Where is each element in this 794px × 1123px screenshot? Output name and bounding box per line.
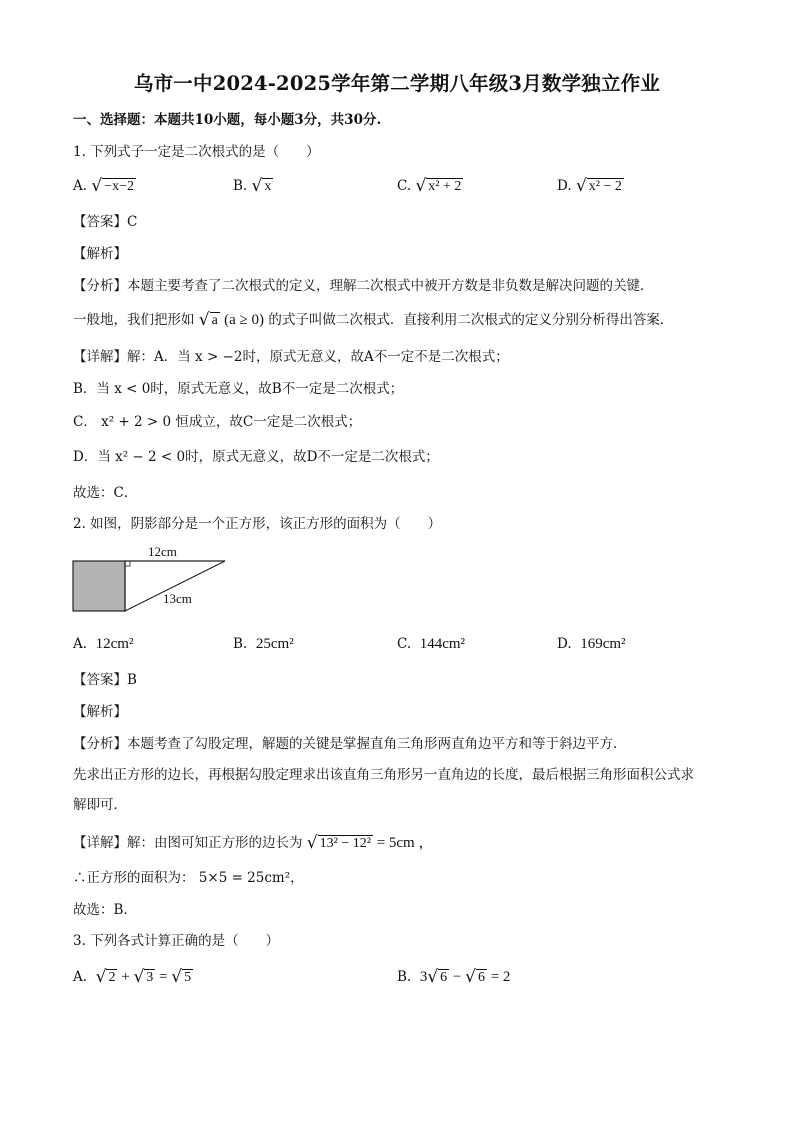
q1-detail-1: 【详解】解：A．当 x > −2时，原式无意义，故A不一定不是二次根式；	[73, 349, 509, 365]
q1-option-b-label: B.	[233, 178, 248, 194]
q1-option-c-expr: x² + 2	[428, 179, 462, 194]
q1-analysis-title: 【解析】	[73, 246, 127, 262]
figure-label-top: 12cm	[148, 544, 177, 559]
equals-sign: =	[155, 969, 172, 985]
q2-option-d-label: D.	[557, 636, 572, 652]
radicand: 3	[146, 970, 154, 985]
q2-option-c-value: 144cm²	[419, 636, 466, 652]
q1-option-c	[397, 176, 463, 196]
q2-option-b-label: B.	[233, 636, 248, 652]
q2-option-b-value: 25cm²	[255, 636, 294, 652]
q1-analysis-2-cond: (a ≥ 0)	[224, 312, 265, 328]
radical: √ 6	[427, 967, 448, 987]
q1-analysis-2-a: 一般地，我们把形如	[73, 312, 195, 328]
figure-label-hypotenuse: 13cm	[163, 591, 192, 606]
q3-option-a	[73, 967, 193, 987]
document-title: 乌市一中2024-2025学年第二学期八年级3月数学独立作业	[133, 72, 661, 95]
coefficient: 3	[419, 969, 428, 985]
q1-analysis-2-expr: a	[211, 313, 218, 328]
q2-option-a-label: A.	[73, 636, 88, 652]
radicand: 2	[108, 970, 116, 985]
q2-option-c	[397, 634, 465, 654]
q3-option-b-label: B.	[397, 969, 412, 985]
minus-sign: −	[449, 969, 466, 985]
q1-choose: 故选：C．	[73, 485, 138, 501]
q1-option-a	[73, 176, 136, 196]
plus-sign: +	[117, 969, 134, 985]
radicand: 5	[184, 970, 192, 985]
q3-stem: 3. 下列各式计算正确的是（ ）	[73, 933, 280, 949]
q2-analysis-2: 先求出正方形的边长，再根据勾股定理求出该直角三角形另一直角边的长度，最后根据三角形面积公式求	[73, 767, 694, 783]
q1-analysis: 【分析】本题主要考查了二次根式的定义，理解二次根式中被开方数是非负数是解决问题的关键．	[73, 278, 654, 294]
radicand: 6	[440, 970, 448, 985]
radical: √ 3	[133, 967, 154, 987]
q1-answer: 【答案】C	[73, 214, 138, 230]
section-heading: 一、选择题：本题共10小题，每小题3分，共30分.	[73, 112, 382, 128]
q2-analysis-3: 解即可．	[73, 797, 127, 813]
radical: √ 13² − 12²	[306, 833, 371, 853]
q2-option-a	[73, 634, 133, 654]
radical: √ x	[251, 176, 272, 196]
q2-detail-1-b: = 5cm ，	[372, 835, 434, 851]
q1-detail-4: D．当 x² − 2 < 0时，原式无意义，故D不一定是二次根式；	[73, 449, 439, 465]
q1-analysis-2	[73, 310, 673, 330]
q2-detail-1-a: 【详解】解：由图可知正方形的边长为	[73, 835, 303, 851]
q2-stem: 2. 如图，阴影部分是一个正方形，该正方形的面积为（ ）	[73, 516, 442, 532]
radical: √ 5	[171, 967, 192, 987]
q2-option-d	[557, 634, 626, 654]
shaded-square	[73, 561, 125, 611]
q2-detail-1	[73, 833, 433, 853]
q2-option-a-value: 12cm²	[95, 636, 134, 652]
radical: √ x² + 2	[415, 176, 462, 196]
q1-option-a-label: A.	[73, 178, 88, 194]
q1-option-b	[233, 176, 273, 196]
q2-option-d-value: 169cm²	[580, 636, 626, 652]
q1-option-d	[557, 176, 624, 196]
right-angle-mark	[125, 561, 130, 566]
q1-analysis-2-b: 的式子叫做二次根式．直接利用二次根式的定义分别分析得出答案．	[268, 312, 674, 328]
q3-option-b	[397, 967, 510, 987]
q1-detail-3: C． x² + 2 > 0 恒成立，故C一定是二次根式；	[73, 414, 362, 430]
q2-option-b	[233, 634, 294, 654]
radical: √ x² − 2	[575, 176, 622, 196]
q2-figure	[72, 546, 242, 620]
radical: √ 6	[465, 967, 485, 987]
radicand: 6	[477, 970, 485, 985]
q1-detail-2: B．当 x < 0时，原式无意义，故B不一定是二次根式；	[73, 381, 404, 397]
q1-option-a-expr: −x−2	[104, 179, 134, 194]
radical: √ a	[198, 310, 218, 330]
q2-detail-2: ∴正方形的面积为： 5×5 = 25cm²，	[73, 870, 304, 886]
q2-answer: 【答案】B	[73, 672, 137, 688]
q1-option-d-expr: x² − 2	[588, 179, 622, 194]
radical: √ −x−2	[91, 176, 134, 196]
q2-analysis: 【分析】本题考查了勾股定理，解题的关键是掌握直角三角形两直角边平方和等于斜边平方．	[73, 736, 627, 752]
q1-option-b-expr: x	[264, 179, 272, 194]
q1-option-d-label: D.	[557, 178, 572, 194]
q3-option-a-label: A.	[73, 969, 88, 985]
q2-option-c-label: C.	[397, 636, 412, 652]
q1-stem: 1. 下列式子一定是二次根式的是（ ）	[73, 144, 320, 160]
q2-detail-1-expr: 13² − 12²	[319, 836, 371, 851]
q1-option-c-label: C.	[397, 178, 412, 194]
radical: √ 2	[95, 967, 116, 987]
q2-choose: 故选：B．	[73, 902, 137, 918]
q2-analysis-title: 【解析】	[73, 704, 127, 720]
equals-result: = 2	[486, 969, 511, 985]
